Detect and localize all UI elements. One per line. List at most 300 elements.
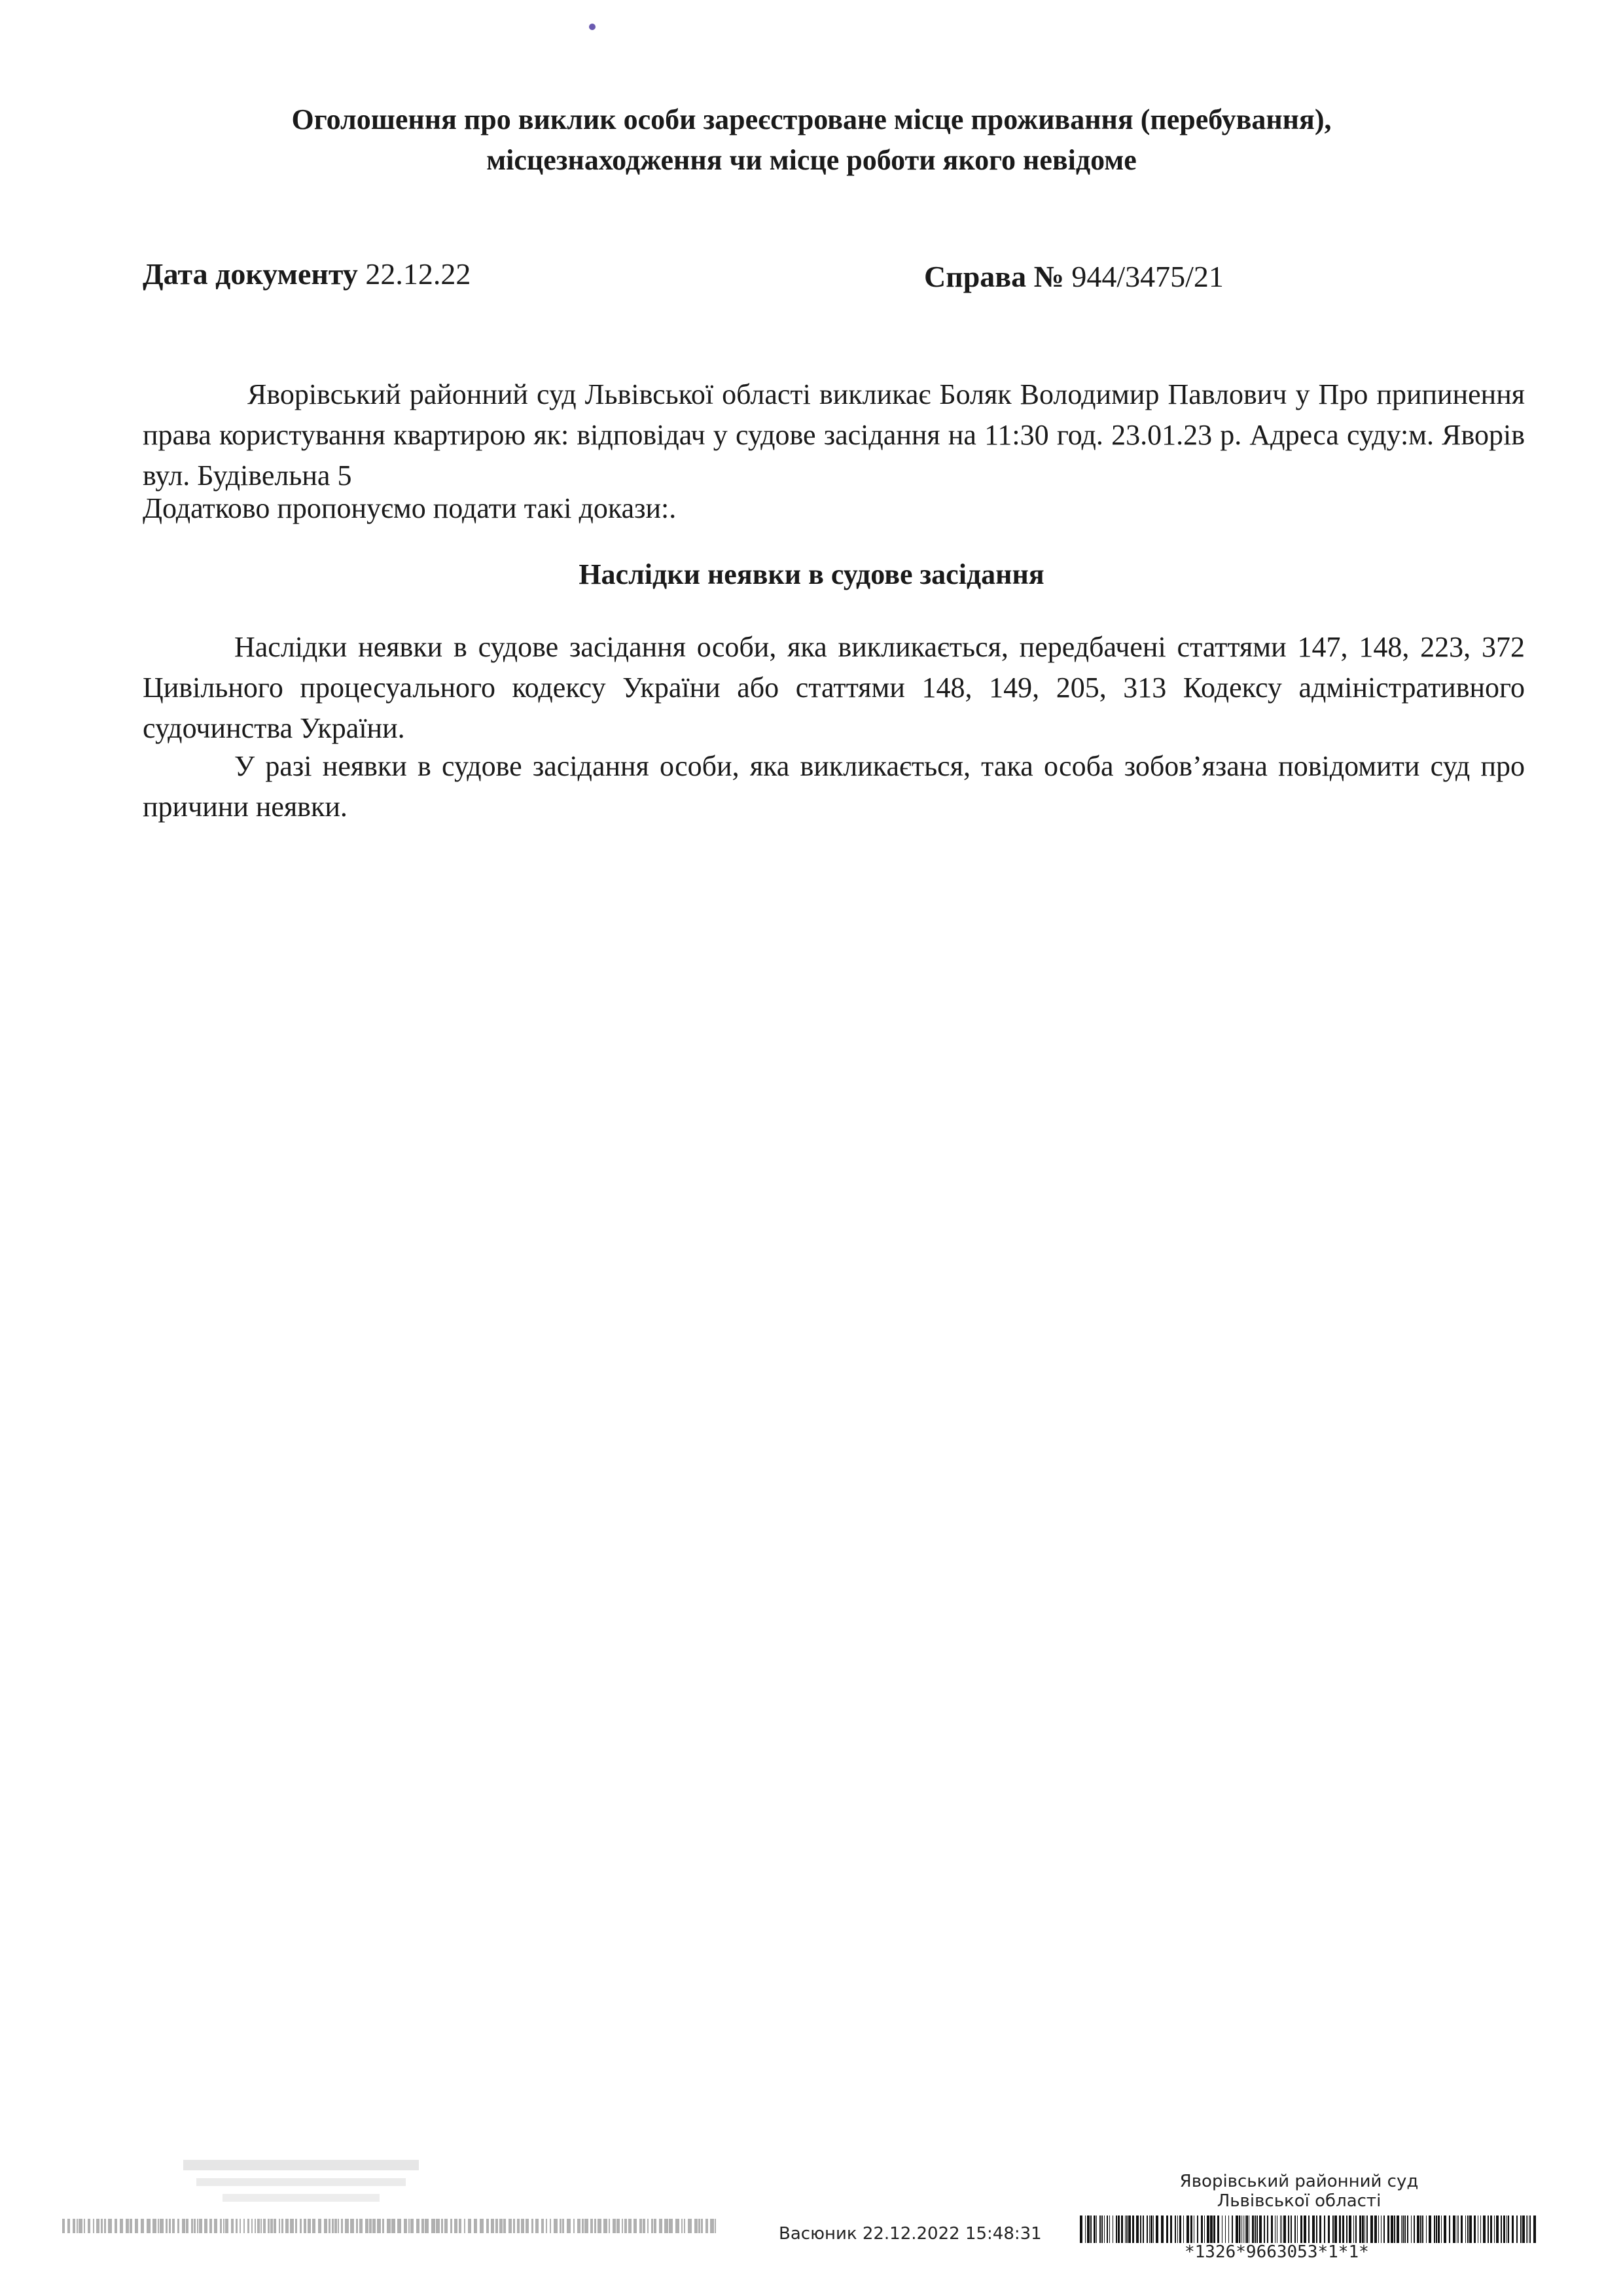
barcode-bar (1147, 2215, 1148, 2243)
barcode-bar (684, 2219, 685, 2233)
barcode-bar (1501, 2215, 1502, 2243)
date-label: Дата документу (143, 257, 358, 291)
barcode-bar (1257, 2215, 1258, 2243)
barcode-bar (324, 2219, 327, 2233)
barcode-bar (567, 2219, 571, 2233)
barcode-bar (647, 2219, 649, 2233)
barcode-bar (554, 2219, 558, 2233)
barcode-bar (1366, 2215, 1368, 2243)
barcode-bar (468, 2219, 471, 2233)
barcode-bar (1441, 2215, 1442, 2243)
faint-barcode-strip (62, 2219, 717, 2233)
barcode-bar (1394, 2215, 1395, 2243)
barcode-bar (1522, 2215, 1525, 2243)
barcode-bar (1161, 2215, 1164, 2243)
barcode-bar (1426, 2215, 1427, 2243)
barcode-bar (436, 2219, 440, 2233)
barcode-bar (1096, 2215, 1097, 2243)
barcode-bar (1328, 2215, 1330, 2243)
barcode-bar (1236, 2215, 1238, 2243)
barcode-bar (486, 2219, 489, 2233)
barcode-bar (257, 2219, 260, 2233)
barcode-bar (1383, 2215, 1385, 2243)
barcode-bar (1353, 2215, 1354, 2243)
barcode-bar (613, 2219, 616, 2233)
barcode-bar (590, 2219, 593, 2233)
barcode-bar (1297, 2215, 1298, 2243)
barcode-bar (108, 2219, 112, 2233)
barcode-bar (329, 2219, 330, 2233)
barcode-bar (495, 2219, 498, 2233)
barcode-bar (1149, 2215, 1150, 2243)
barcode-bar (194, 2219, 196, 2233)
barcode-bar (115, 2219, 117, 2233)
barcode-bar (1283, 2215, 1286, 2243)
barcode-bar (454, 2219, 457, 2233)
barcode-bar (1281, 2215, 1282, 2243)
document-title (131, 99, 1492, 181)
barcode-bar (1090, 2215, 1092, 2243)
barcode-bar (382, 2219, 384, 2233)
barcode-bar (1411, 2215, 1412, 2243)
barcode-bar (1288, 2215, 1289, 2243)
barcode-bar (410, 2219, 414, 2233)
barcode-bar (1467, 2215, 1469, 2243)
barcode-bar (535, 2219, 539, 2233)
barcode-bar (1087, 2215, 1090, 2243)
barcode-bar (1370, 2215, 1373, 2243)
barcode-bar (1264, 2215, 1265, 2243)
barcode-bar (96, 2219, 99, 2233)
barcode-bar (1359, 2215, 1361, 2243)
barcode-bar (177, 2219, 179, 2233)
barcode-bar (101, 2219, 103, 2233)
barcode-bar (1197, 2215, 1198, 2243)
barcode-bar (1414, 2215, 1415, 2243)
barcode-bar (158, 2219, 159, 2233)
barcode-bar (622, 2219, 623, 2233)
barcode-bar (1186, 2215, 1189, 2243)
barcode-bar (698, 2219, 700, 2233)
barcode-bar (1177, 2215, 1178, 2243)
barcode-bar (220, 2219, 222, 2233)
barcode-bar (247, 2219, 249, 2233)
barcode-bar (199, 2219, 202, 2233)
barcode-bar (421, 2219, 424, 2233)
barcode-bar (225, 2219, 228, 2233)
barcode-bar (643, 2219, 645, 2233)
barcode-bar (1201, 2215, 1203, 2243)
barcode-bar (425, 2219, 429, 2233)
barcode-bar (1417, 2215, 1419, 2243)
barcode-bar (1458, 2215, 1459, 2243)
barcode-bar (1378, 2215, 1379, 2243)
barcode-bar (1339, 2215, 1341, 2243)
barcode-bar (279, 2219, 280, 2233)
barcode-bar (160, 2219, 164, 2233)
barcode-bar (1374, 2215, 1377, 2243)
barcode-bar (609, 2219, 610, 2233)
barcode-bar (209, 2219, 212, 2233)
barcode-bar (688, 2219, 692, 2233)
barcode-bar (263, 2219, 266, 2233)
barcode-bar (169, 2219, 171, 2233)
barcode-bar (1300, 2215, 1302, 2243)
barcode-bar (1355, 2215, 1357, 2243)
barcode-bar (67, 2219, 70, 2233)
barcode-bar (1512, 2215, 1514, 2243)
barcode-bar (624, 2219, 627, 2233)
consequences-paragraph-1: Наслідки неявки в судове засідання особи, яка викликається, передбачені статтями 147, 148, 223, 372 Цивільного процесуального кодексу України або статтями 148, 149, 205, 313 Кодексу адміністративного судочинства України. (143, 631, 1525, 744)
barcode-bar (577, 2219, 580, 2233)
barcode-bar (1332, 2215, 1334, 2243)
barcode-bar (531, 2219, 533, 2233)
barcode-bar (104, 2219, 106, 2233)
barcode-bar (369, 2219, 372, 2233)
barcode-bar (345, 2219, 349, 2233)
barcode-bar (350, 2219, 354, 2233)
barcode-bar (126, 2219, 129, 2233)
barcode-bar (141, 2219, 144, 2233)
barcode-bar (491, 2219, 494, 2233)
barcode-bar (664, 2219, 668, 2233)
barcode-bar (1118, 2215, 1120, 2243)
barcode-bar (1132, 2215, 1134, 2243)
barcode-bar (517, 2219, 520, 2233)
barcode-bar (1099, 2215, 1101, 2243)
barcode-bar (73, 2219, 75, 2233)
barcode-bar (1267, 2215, 1268, 2243)
barcode-bar (450, 2219, 452, 2233)
barcode-bar (1246, 2215, 1248, 2243)
barcode-bar (1175, 2215, 1176, 2243)
barcode-bar (1422, 2215, 1423, 2243)
barcode-bar (408, 2219, 410, 2233)
barcode-bar (1252, 2215, 1254, 2243)
barcode-bar (1136, 2215, 1139, 2243)
barcode-bar (681, 2219, 683, 2233)
barcode-bar (338, 2219, 339, 2233)
barcode-bar (1480, 2215, 1481, 2243)
barcode-bar (365, 2219, 368, 2233)
barcode-bar (268, 2219, 270, 2233)
barcode-bar (1508, 2215, 1509, 2243)
barcode-bar (1520, 2215, 1522, 2243)
barcode-bar (1533, 2215, 1536, 2243)
barcode-bar (616, 2219, 620, 2233)
barcode-bar (669, 2219, 673, 2233)
barcode-bar (223, 2219, 224, 2233)
registration-timestamp: Васюник 22.12.2022 15:48:31 (779, 2224, 1042, 2244)
barcode-bar (1259, 2215, 1262, 2243)
barcode-bar (1516, 2215, 1518, 2243)
barcode-bar (341, 2219, 343, 2233)
barcode-bar (1503, 2215, 1505, 2243)
barcode-bar (1494, 2215, 1495, 2243)
barcode-bar (120, 2219, 123, 2233)
barcode-bar (1404, 2215, 1406, 2243)
stamp-line-2: Львівської області (1217, 2191, 1382, 2211)
barcode-bar (79, 2219, 82, 2233)
barcode-number: *1326*9663053*1*1* (1185, 2242, 1369, 2262)
barcode-bar (1225, 2215, 1226, 2243)
barcode-bar (441, 2219, 443, 2233)
barcode-bar (633, 2219, 637, 2233)
barcode-bar (1308, 2215, 1310, 2243)
barcode-bar (1207, 2215, 1209, 2243)
barcode-bar (541, 2219, 544, 2233)
barcode-bar (260, 2219, 262, 2233)
barcode-bar (1387, 2215, 1389, 2243)
barcode-bar (214, 2219, 217, 2233)
barcode-bar (182, 2219, 185, 2233)
barcode-bar (1526, 2215, 1527, 2243)
barcode-bar (562, 2219, 564, 2233)
barcode-bar (1085, 2215, 1086, 2243)
barcode-bar (573, 2219, 575, 2233)
barcode-bar (197, 2219, 198, 2233)
summons-paragraph (143, 374, 1525, 496)
barcode-bar (88, 2219, 90, 2233)
barcode-bar (508, 2219, 512, 2233)
barcode-bar (1334, 2215, 1337, 2243)
barcode-bar (1346, 2215, 1347, 2243)
barcode-bar (675, 2219, 679, 2233)
barcode-bar (1349, 2215, 1351, 2243)
barcode-bar (281, 2219, 283, 2233)
barcode-bar (1449, 2215, 1450, 2243)
barcode-bar (240, 2219, 241, 2233)
barcode-bar (1316, 2215, 1317, 2243)
barcode-bar (130, 2219, 132, 2233)
barcode-bar (300, 2219, 302, 2233)
barcode-bar (359, 2219, 363, 2233)
barcode-bar (1436, 2215, 1437, 2243)
barcode-bar (1125, 2215, 1126, 2243)
barcode-bar (243, 2219, 245, 2233)
barcode-bar (474, 2219, 477, 2233)
title-line-2: місцезнаходження чи місце роботи якого невідоме (486, 144, 1137, 176)
barcode-bar (1107, 2215, 1108, 2243)
evidence-line: Додатково пропонуємо подати такі докази:. (143, 492, 677, 524)
barcode-bar (1153, 2215, 1154, 2243)
barcode-bar (295, 2219, 297, 2233)
barcode-bar (1434, 2215, 1435, 2243)
barcode-bar (513, 2219, 515, 2233)
barcode-bar (1239, 2215, 1240, 2243)
barcode-bar (304, 2219, 306, 2233)
barcode-bar (377, 2219, 381, 2233)
barcode-bar (1401, 2215, 1402, 2243)
barcode-bar (93, 2219, 94, 2233)
barcode-bar (1381, 2215, 1382, 2243)
court-stamp (1152, 2172, 1446, 2211)
barcode-bar (1420, 2215, 1421, 2243)
barcode-bar (1217, 2215, 1219, 2243)
barcode-bar (464, 2219, 465, 2233)
barcode-bar (236, 2219, 238, 2233)
barcode-bar (1444, 2215, 1446, 2243)
barcode-bar (1453, 2215, 1455, 2243)
barcode-bar (1391, 2215, 1393, 2243)
barcode-bar (270, 2219, 273, 2233)
barcode-bar (332, 2219, 334, 2233)
barcode-bar (597, 2219, 601, 2233)
barcode-bar (191, 2219, 193, 2233)
barcode (1080, 2215, 1538, 2243)
barcode-bar (1342, 2215, 1344, 2243)
barcode-bar (1232, 2215, 1233, 2243)
barcode-bar (594, 2219, 596, 2233)
barcode-bar (1204, 2215, 1205, 2243)
barcode-bar (1121, 2215, 1123, 2243)
barcode-bar (1109, 2215, 1110, 2243)
barcode-bar (701, 2219, 703, 2233)
barcode-bar (526, 2219, 529, 2233)
barcode-bar (372, 2219, 376, 2233)
barcode-bar (204, 2219, 207, 2233)
barcode-bar (404, 2219, 407, 2233)
barcode-bar (710, 2219, 714, 2233)
barcode-bar (1228, 2215, 1229, 2243)
barcode-bar (1166, 2215, 1168, 2243)
document-date (143, 257, 471, 291)
barcode-bar (290, 2219, 294, 2233)
barcode-bar (334, 2219, 337, 2233)
barcode-bar (356, 2219, 358, 2233)
summons-text: Яворівський районний суд Львівської області викликає Боляк Володимир Павлович у Про припинення права користування квартирою як: відповідач у судове засідання на 11:30 год. 23.01.23 р. Адреса суду:м. Яворів вул. Будівельна 5 (143, 378, 1525, 492)
barcode-bar (705, 2219, 708, 2233)
barcode-bar (694, 2219, 698, 2233)
barcode-bar (1255, 2215, 1256, 2243)
barcode-bar (1527, 2215, 1528, 2243)
barcode-bar (312, 2219, 315, 2233)
barcode-bar (135, 2219, 138, 2233)
barcode-bar (1210, 2215, 1213, 2243)
barcode-bar (628, 2219, 632, 2233)
barcode-bar (1170, 2215, 1172, 2243)
barcode-bar (582, 2219, 584, 2233)
barcode-bar (480, 2219, 484, 2233)
barcode-bar (1190, 2215, 1192, 2243)
barcode-bar (172, 2219, 175, 2233)
barcode-bar (1364, 2215, 1365, 2243)
barcode-bar (444, 2219, 448, 2233)
barcode-bar (1143, 2215, 1144, 2243)
barcode-bar (152, 2219, 156, 2233)
barcode-bar (1529, 2215, 1531, 2243)
barcode-bar (1429, 2215, 1431, 2243)
barcode-bar (1407, 2215, 1408, 2243)
barcode-bar (1490, 2215, 1492, 2243)
barcode-bar (1319, 2215, 1321, 2243)
barcode-bar (1294, 2215, 1296, 2243)
barcode-bar (1324, 2215, 1325, 2243)
barcode-bar (1465, 2215, 1466, 2243)
barcode-bar (285, 2219, 289, 2233)
barcode-bar (560, 2219, 562, 2233)
barcode-bar (1213, 2215, 1215, 2243)
barcode-bar (1280, 2215, 1281, 2243)
barcode-bar (603, 2219, 607, 2233)
barcode-bar (231, 2219, 234, 2233)
barcode-bar (308, 2219, 311, 2233)
barcode-bar (318, 2219, 321, 2233)
barcode-bar (1483, 2215, 1486, 2243)
date-value: 22.12.22 (365, 257, 471, 291)
consequences-heading: Наслідки неявки в судове засідання (579, 558, 1044, 590)
barcode-bar (1140, 2215, 1141, 2243)
barcode-bar (1156, 2215, 1158, 2243)
barcode-bar (431, 2219, 435, 2233)
barcode-bar (1271, 2215, 1273, 2243)
barcode-bar (1183, 2215, 1184, 2243)
barcode-bar (397, 2219, 401, 2233)
barcode-bar (639, 2219, 642, 2233)
barcode-bar (1496, 2215, 1499, 2243)
barcode-bar (186, 2219, 188, 2233)
barcode-bar (1094, 2215, 1096, 2243)
barcode-bar (62, 2219, 65, 2233)
barcode-bar (1362, 2215, 1364, 2243)
stamp-line-1: Яворівський районний суд (1179, 2172, 1419, 2191)
barcode-bar (84, 2219, 85, 2233)
barcode-bar (1474, 2215, 1476, 2243)
barcode-bar (1126, 2215, 1128, 2243)
barcode-bar (391, 2219, 395, 2233)
barcode-bar (1397, 2215, 1399, 2243)
barcode-bar (1116, 2215, 1117, 2243)
barcode-bar (416, 2219, 419, 2233)
barcode-bar (387, 2219, 391, 2233)
barcode-bar (1469, 2215, 1472, 2243)
barcode-bar (1304, 2215, 1306, 2243)
barcode-bar (1128, 2215, 1131, 2243)
barcode-bar (251, 2219, 253, 2233)
barcode-bar (1312, 2215, 1315, 2243)
barcode-bar (654, 2219, 656, 2233)
barcode-bar (255, 2219, 256, 2233)
barcode-bar (77, 2219, 78, 2233)
barcode-bar (521, 2219, 524, 2233)
barcode-bar (659, 2219, 662, 2233)
barcode-bar (1080, 2215, 1082, 2243)
barcode-bar (274, 2219, 276, 2233)
barcode-bar (1179, 2215, 1181, 2243)
title-line-1: Оголошення про виклик особи зареєстроване місце проживання (перебування), (291, 103, 1332, 135)
barcode-bar (1461, 2215, 1463, 2243)
barcode-bar (715, 2219, 716, 2233)
barcode-bar (651, 2219, 653, 2233)
barcode-bar (503, 2219, 506, 2233)
barcode-bar (1291, 2215, 1292, 2243)
barcode-bar (147, 2219, 151, 2233)
consequences-paragraph-2: У разі неявки в судове засідання особи, яка викликається, така особа зобов’язана повідомити суд про причини неявки. (143, 750, 1525, 823)
scan-artifact (589, 24, 596, 30)
barcode-bar (546, 2219, 547, 2233)
barcode-bar (1488, 2215, 1489, 2243)
case-label: Справа № (924, 260, 1064, 293)
barcode-bar (1438, 2215, 1440, 2243)
case-number (924, 259, 1224, 294)
barcode-bar (1104, 2215, 1105, 2243)
barcode-bar (1402, 2215, 1404, 2243)
barcode-bar (584, 2219, 588, 2233)
barcode-bar (166, 2219, 168, 2233)
barcode-bar (550, 2219, 551, 2233)
case-value: 944/3475/21 (1071, 260, 1224, 293)
faint-court-stamp (183, 2160, 419, 2212)
